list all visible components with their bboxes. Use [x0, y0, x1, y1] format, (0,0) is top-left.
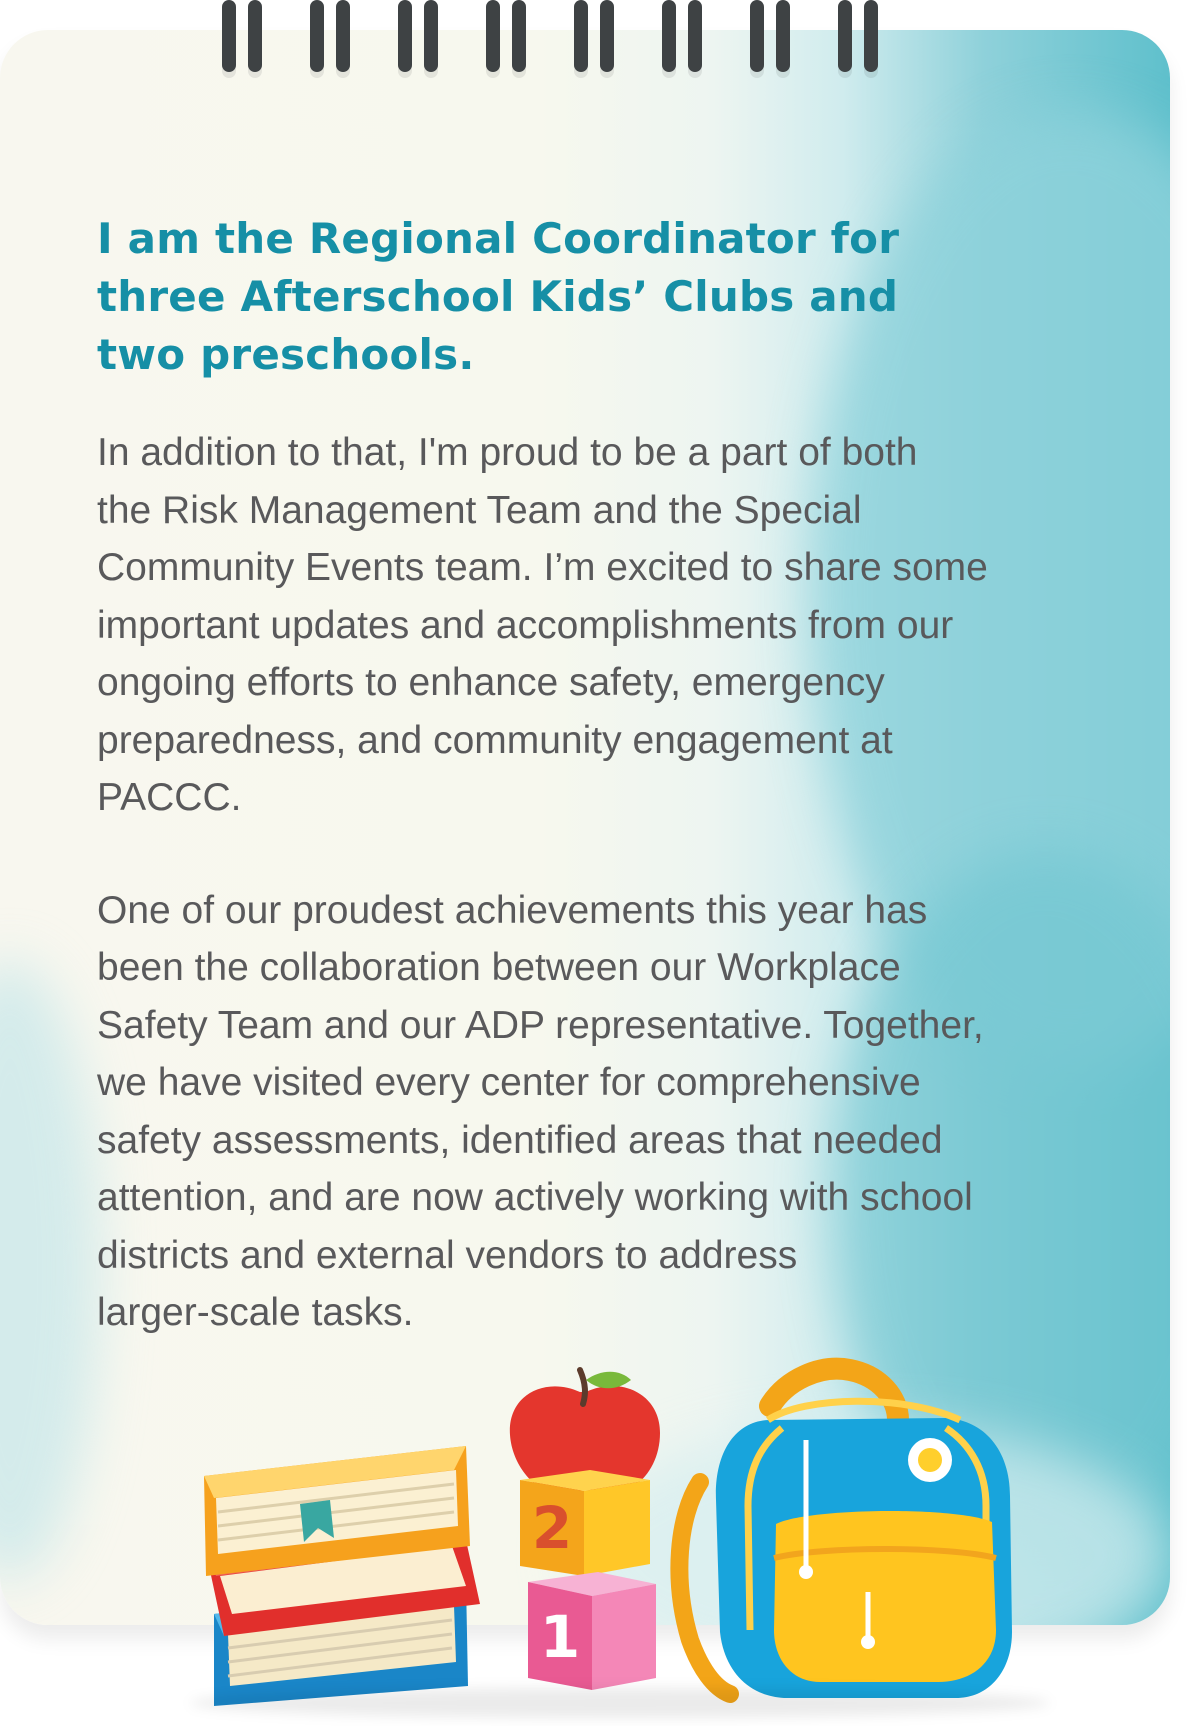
spiral-binding — [222, 0, 942, 82]
intro-paragraph: In addition to that, I'm proud to be a part of both the Risk Management Team and the Special Community Events team. I’m excited to share some important updates and accomplishments from our ongoing efforts to enhance safety, emergency preparedness, and community engagement at PACCC. — [97, 431, 988, 819]
binding-ring — [574, 0, 618, 82]
binding-ring — [310, 0, 354, 82]
card-content — [97, 210, 1097, 1342]
school-supplies-illustration — [0, 1300, 1200, 1721]
block-top-number: 2 — [531, 1494, 573, 1562]
blocks-stack — [510, 1370, 660, 1690]
binding-ring — [662, 0, 706, 82]
binding-ring — [486, 0, 530, 82]
backpack-icon — [679, 1369, 1012, 1698]
school-supplies-svg — [0, 1300, 1200, 1721]
intro-heading: I am the Regional Coordinator for three Afterschool Kids’ Clubs and two preschools. — [97, 214, 900, 379]
book-stack — [204, 1446, 480, 1706]
binding-ring — [750, 0, 794, 82]
achievement-paragraph: One of our proudest achievements this year has been the collaboration between our Workplace Safety Team and our ADP representative. Together, we have visited every center for comprehensive safety assessments, identified areas that needed attention, and are now actively working with school districts and external vendors to address larger-scale tasks. — [97, 888, 984, 1334]
binding-ring — [838, 0, 882, 82]
block-bottom-number: 1 — [539, 1603, 581, 1671]
binding-ring — [222, 0, 266, 82]
block-bottom-icon — [528, 1572, 656, 1690]
ground-shadow — [190, 1688, 1050, 1718]
block-top-icon — [520, 1470, 650, 1576]
binding-ring — [398, 0, 442, 82]
